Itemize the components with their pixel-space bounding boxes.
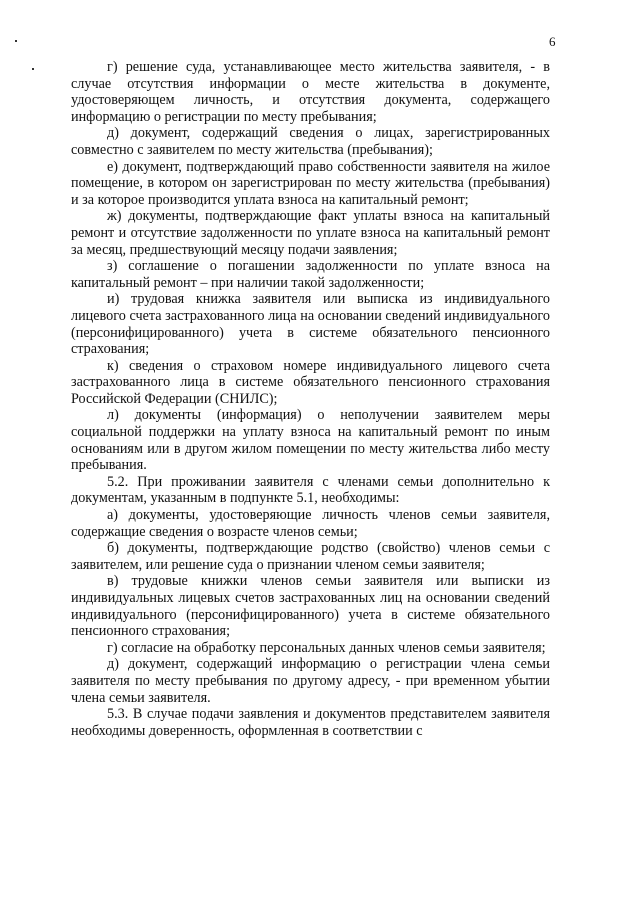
paragraph-item-e: е) документ, подтверждающий право собственности заявителя на жилое помещение, в котором он зарегистрирован по месту жительства (пребывания) и за которое производится уплата взноса на капитальный ремонт; bbox=[71, 158, 550, 208]
document-body bbox=[71, 59, 550, 739]
paragraph-item-a: а) документы, удостоверяющие личность членов семьи заявителя, содержащие сведения о возрасте членов семьи; bbox=[71, 507, 550, 540]
paragraph-item-i: и) трудовая книжка заявителя или выписка из индивидуального лицевого счета застрахованного лица на основании сведений индивидуального (персонифицированного) учета в системе обязательного пенсионного страхования; bbox=[71, 291, 550, 358]
scan-speck bbox=[15, 40, 17, 42]
paragraph-item-l: л) документы (информация) о неполучении заявителем меры социальной поддержки на уплату взноса на капитальный ремонт по иным основаниям или в другом жилом помещении по месту жительства либо месту пребывания. bbox=[71, 407, 550, 474]
paragraph-section-5-2: 5.2. При проживании заявителя с членами семьи дополнительно к документам, указанным в подпункте 5.1, необходимы: bbox=[71, 473, 550, 507]
paragraph-item-k: к) сведения о страховом номере индивидуального лицевого счета застрахованного лица в системе обязательного пенсионного страхования Российской Федерации (СНИЛС); bbox=[71, 357, 550, 407]
paragraph-item-v: в) трудовые книжки членов семьи заявителя или выписки из индивидуальных лицевых счетов застрахованных лиц на основании сведений индивидуального (персонифицированного) учета в системе обязательного пенсионного страхования; bbox=[71, 573, 550, 640]
paragraph-item-zh: ж) документы, подтверждающие факт уплаты взноса на капитальный ремонт и отсутствие задолженности по уплате взноса на капитальный ремонт за месяц, предшествующий месяцу подачи заявления; bbox=[71, 208, 550, 258]
paragraph-item-g-2: г) согласие на обработку персональных данных членов семьи заявителя; bbox=[107, 639, 546, 656]
page-number: 6 bbox=[549, 34, 556, 49]
paragraph-section-5-3: 5.3. В случае подачи заявления и документов представителем заявителя необходимы доверенность, оформленная в соответствии с bbox=[71, 706, 550, 739]
paragraph-item-d: д) документ, содержащий сведения о лицах, зарегистрированных совместно с заявителем по месту жительства (пребывания); bbox=[71, 125, 550, 158]
paragraph-item-z: з) соглашение о погашении задолженности по уплате взноса на капитальный ремонт – при наличии такой задолженности; bbox=[71, 258, 550, 291]
scan-speck bbox=[32, 68, 34, 70]
paragraph-item-d-2: д) документ, содержащий информацию о регистрации члена семьи заявителя по месту пребывания по другому адресу, - при временном убытии члена семьи заявителя. bbox=[71, 656, 550, 706]
paragraph-item-g: г) решение суда, устанавливающее место жительства заявителя, - в случае отсутствия информации о месте жительства в документе, удостоверяющем личность, и отсутствия документа, содержащего информацию о регистрации по месту пребывания; bbox=[71, 59, 550, 125]
paragraph-item-b: б) документы, подтверждающие родство (свойство) членов семьи с заявителем, или решение суда о признании членом семьи заявителя; bbox=[71, 540, 550, 573]
